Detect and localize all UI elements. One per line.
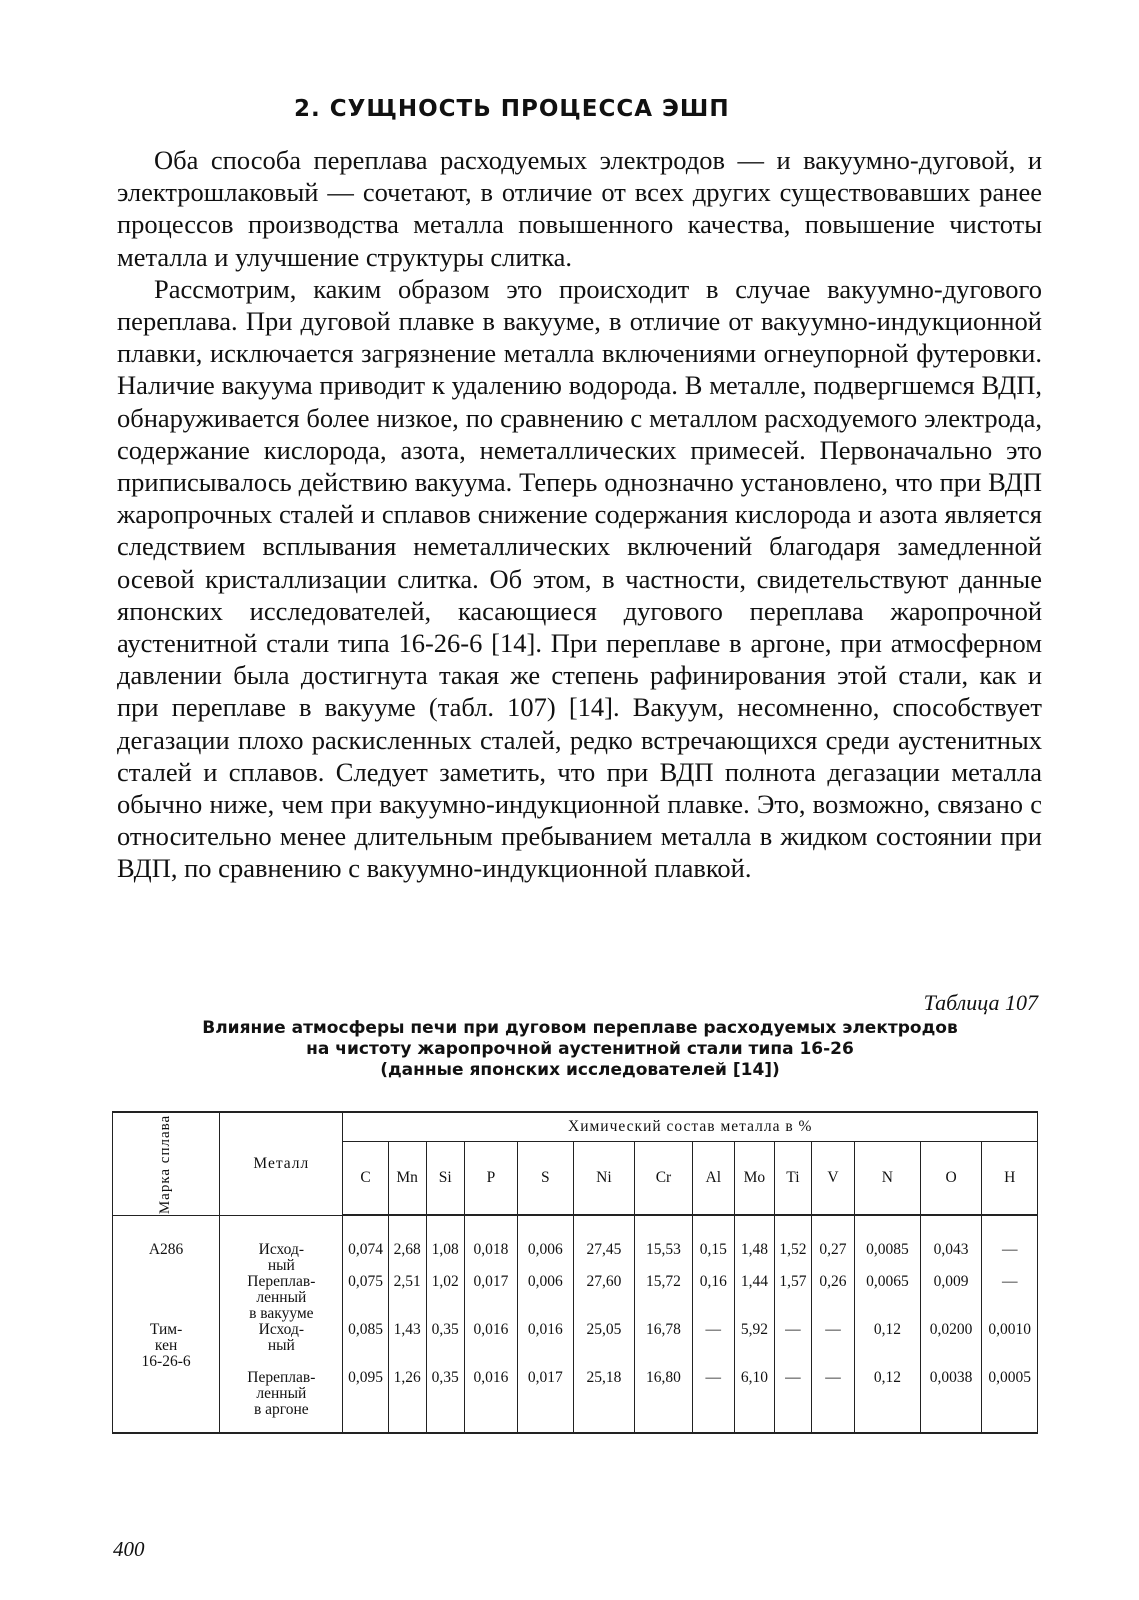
header-element: Si <box>426 1142 464 1216</box>
value-cell: 0,0200 <box>920 1322 982 1370</box>
composition-table <box>112 1111 1038 1434</box>
value-cell: 0,16 <box>692 1274 734 1322</box>
value-cell: 1,52 <box>774 1242 811 1274</box>
value-cell: 0,018 <box>464 1242 517 1274</box>
value-cell: — <box>692 1322 734 1370</box>
value-cell: 0,016 <box>464 1322 517 1370</box>
header-grade-text: Марка сплава <box>157 1114 174 1214</box>
value-cell: 2,51 <box>388 1274 426 1322</box>
value-cell: 27,60 <box>573 1274 635 1322</box>
table-row <box>113 1242 1038 1274</box>
value-cell: 0,0010 <box>982 1322 1038 1370</box>
value-cell: 0,017 <box>518 1370 573 1433</box>
spacer-cell <box>811 1215 854 1242</box>
value-cell: 15,53 <box>635 1242 693 1274</box>
spacer-cell <box>855 1215 921 1242</box>
grade-cell <box>113 1370 220 1433</box>
value-cell: 0,12 <box>855 1370 921 1433</box>
header-composition: Химический состав металла в % <box>343 1112 1038 1142</box>
grade-cell: Тим- кен 16-26-6 <box>113 1322 220 1370</box>
value-cell: — <box>982 1242 1038 1274</box>
value-cell: 0,075 <box>343 1274 388 1322</box>
value-cell: 25,05 <box>573 1322 635 1370</box>
header-grade <box>113 1112 220 1215</box>
table-label: Таблица 107 <box>923 990 1038 1015</box>
header-element: O <box>920 1142 982 1216</box>
metal-cell: Переплав- ленный в вакууме <box>220 1274 343 1322</box>
header-element: Ni <box>573 1142 635 1216</box>
value-cell: 0,12 <box>855 1322 921 1370</box>
spacer-cell <box>113 1215 220 1242</box>
value-cell: 5,92 <box>734 1322 774 1370</box>
paragraph-2: Рассмотрим, каким образом это происходит в случае вакуумно-дугового переплава. При дуговой плавке в вакууме, в отличие от вакуумно-индукционной плавки, исключается загрязнение металла включениями огнеупорной футеровки. Наличие вакуума приводит к удалению водорода. В металле, подвергшемся ВДП, обнаруживается более низкое, по сравнению с металлом расходуемого электрода, содержание кислорода, азота, неметаллических примесей. Первоначально это приписывалось действию вакуума. Теперь однозначно установлено, что при ВДП жаропрочных сталей и сплавов снижение содержания кислорода и азота является следствием всплывания неметаллических включений благодаря замедленной осевой кристаллизации слитка. Об этом, в частности, свидетельствуют данные японских исследователей, касающиеся дугового переплава жаропрочной аустенитной стали типа 16-26-6 [14]. При переплаве в аргоне, при атмосферном давлении была достигнута такая же степень рафинирования этой стали, как и при переплаве в вакууме (табл. 107) [14]. Вакуум, несомненно, способствует дегазации плохо раскисленных сталей, редко встречающихся среди аустенитных сталей и сплавов. Следует заметить, что при ВДП полнота дегазации металла обычно ниже, чем при вакуумно-индукционной плавке. Это, возможно, связано с относительно менее длительным пребыванием металла в жидком состоянии при ВДП, по сравнению с вакуумно-индукционной плавкой. <box>117 273 1042 884</box>
value-cell: 1,44 <box>734 1274 774 1322</box>
header-element: Mn <box>388 1142 426 1216</box>
spacer-cell <box>774 1215 811 1242</box>
grade-cell: A286 <box>113 1242 220 1274</box>
header-element: N <box>855 1142 921 1216</box>
spacer-cell <box>220 1215 343 1242</box>
value-cell: 0,0005 <box>982 1370 1038 1433</box>
section-heading: 2. СУЩНОСТЬ ПРОЦЕССА ЭШП <box>294 96 730 122</box>
value-cell: 0,095 <box>343 1370 388 1433</box>
value-cell: 1,48 <box>734 1242 774 1274</box>
spacer-cell <box>573 1215 635 1242</box>
body-text <box>117 144 1042 885</box>
value-cell: 16,80 <box>635 1370 693 1433</box>
header-element: H <box>982 1142 1038 1216</box>
value-cell: 2,68 <box>388 1242 426 1274</box>
value-cell: 0,085 <box>343 1322 388 1370</box>
table-row <box>113 1370 1038 1433</box>
metal-cell: Исход- ный <box>220 1242 343 1274</box>
value-cell: 15,72 <box>635 1274 693 1322</box>
spacer-cell <box>692 1215 734 1242</box>
table-row <box>113 1274 1038 1322</box>
value-cell: 1,02 <box>426 1274 464 1322</box>
value-cell: 0,0038 <box>920 1370 982 1433</box>
metal-cell: Исход- ный <box>220 1322 343 1370</box>
header-element: Al <box>692 1142 734 1216</box>
value-cell: 0,26 <box>811 1274 854 1322</box>
value-cell: 1,08 <box>426 1242 464 1274</box>
value-cell: 1,57 <box>774 1274 811 1322</box>
spacer-cell <box>388 1215 426 1242</box>
spacer-cell <box>635 1215 693 1242</box>
paragraph-1: Оба способа переплава расходуемых электродов — и вакуумно-дуговой, и электрошлаковый — сочетают, в отличие от всех других существовавших ранее процессов производства металла повышенного качества, повышение чистоты металла и улучшение структуры слитка. <box>117 145 1042 272</box>
value-cell: 0,0085 <box>855 1242 921 1274</box>
value-cell: 0,35 <box>426 1370 464 1433</box>
header-element: Ti <box>774 1142 811 1216</box>
spacer-cell <box>464 1215 517 1242</box>
value-cell: 0,27 <box>811 1242 854 1274</box>
value-cell: 0,016 <box>464 1370 517 1433</box>
value-cell: 0,35 <box>426 1322 464 1370</box>
header-element: P <box>464 1142 517 1216</box>
value-cell: 6,10 <box>734 1370 774 1433</box>
spacer-cell <box>343 1215 388 1242</box>
header-metal: Металл <box>220 1112 343 1215</box>
value-cell: — <box>811 1370 854 1433</box>
table-row <box>113 1322 1038 1370</box>
caption-line-1: Влияние атмосферы печи при дуговом переплаве расходуемых электродов <box>202 1018 958 1038</box>
header-element: Cr <box>635 1142 693 1216</box>
spacer-cell <box>426 1215 464 1242</box>
value-cell: 0,006 <box>518 1274 573 1322</box>
header-element: Mo <box>734 1142 774 1216</box>
value-cell: 25,18 <box>573 1370 635 1433</box>
grade-cell <box>113 1274 220 1322</box>
value-cell: 0,043 <box>920 1242 982 1274</box>
value-cell: 16,78 <box>635 1322 693 1370</box>
page-number: 400 <box>113 1537 145 1561</box>
value-cell: 1,26 <box>388 1370 426 1433</box>
value-cell: 1,43 <box>388 1322 426 1370</box>
metal-cell: Переплав- ленный в аргоне <box>220 1370 343 1433</box>
caption-line-2: на чистоту жаропрочной аустенитной стали типа 16-26 <box>306 1039 854 1059</box>
header-element: S <box>518 1142 573 1216</box>
value-cell: 0,009 <box>920 1274 982 1322</box>
value-cell: — <box>774 1370 811 1433</box>
value-cell: 0,074 <box>343 1242 388 1274</box>
spacer-cell <box>920 1215 982 1242</box>
value-cell: 0,006 <box>518 1242 573 1274</box>
value-cell: 0,15 <box>692 1242 734 1274</box>
table-caption <box>120 1018 1040 1081</box>
header-element: V <box>811 1142 854 1216</box>
spacer-cell <box>518 1215 573 1242</box>
value-cell: — <box>692 1370 734 1433</box>
value-cell: 0,0065 <box>855 1274 921 1322</box>
value-cell: — <box>982 1274 1038 1322</box>
value-cell: — <box>774 1322 811 1370</box>
value-cell: 0,016 <box>518 1322 573 1370</box>
spacer-cell <box>982 1215 1038 1242</box>
spacer-cell <box>734 1215 774 1242</box>
header-element: C <box>343 1142 388 1216</box>
value-cell: — <box>811 1322 854 1370</box>
caption-line-3: (данные японских исследователей [14]) <box>380 1060 780 1080</box>
value-cell: 27,45 <box>573 1242 635 1274</box>
value-cell: 0,017 <box>464 1274 517 1322</box>
